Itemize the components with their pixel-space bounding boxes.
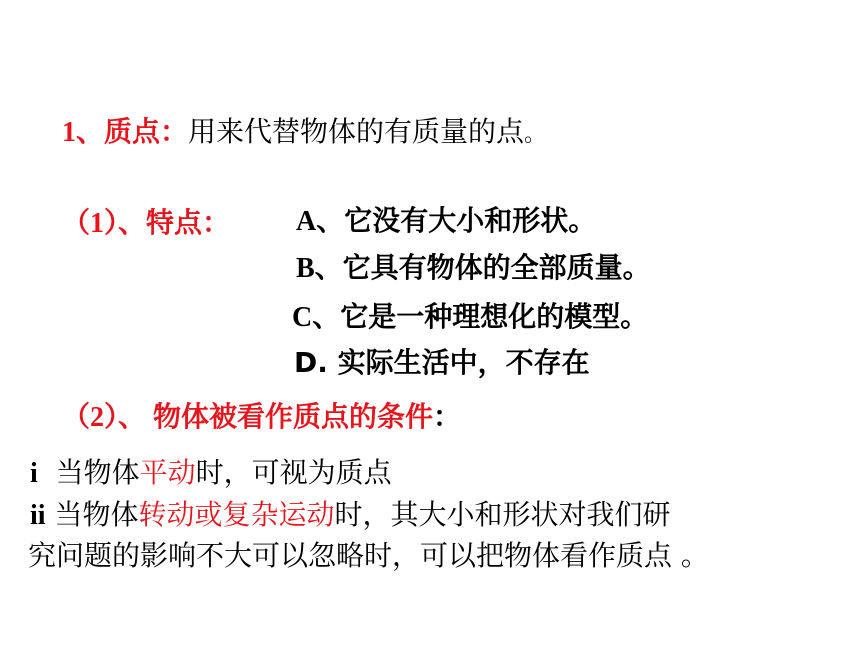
case-ii-highlight: 转动或复杂运动 [138, 498, 335, 531]
feature-item-d: D. 实际生活中，不存在 [294, 346, 590, 379]
case-i-line [30, 455, 392, 492]
case-i-pre: 当物体 [55, 456, 140, 489]
case-i-post: 时，可视为质点 [195, 456, 392, 489]
conditions-colon: ： [433, 400, 462, 433]
definition-period: 。 [524, 122, 547, 147]
feature-item-c: C、它是一种理想化的模型。 [292, 302, 649, 333]
case-ii-continuation: 究问题的影响不大可以忽略时，可以把物体看作质点 。 [28, 539, 709, 572]
feature-item-a: A、它没有大小和形状。 [296, 206, 597, 237]
case-i-highlight: 平动 [139, 456, 196, 489]
case-ii-marker: ii [30, 500, 46, 531]
conditions-heading: （2）、 物体被看作质点的条件 [62, 402, 434, 433]
definition-heading: 1、质点： [62, 117, 189, 148]
feature-item-b: B、它具有物体的全部质量。 [296, 253, 651, 284]
conditions-line [62, 399, 461, 436]
definition-line [62, 114, 546, 153]
case-ii-pre: 当物体 [54, 498, 139, 531]
definition-text: 用来代替物体的有质量的点 [188, 115, 525, 148]
case-ii-line [30, 497, 671, 534]
features-heading: （1）、特点： [62, 208, 231, 239]
case-ii-post: 时，其大小和形状对我们研 [334, 498, 671, 531]
case-i-marker: i [30, 458, 38, 489]
